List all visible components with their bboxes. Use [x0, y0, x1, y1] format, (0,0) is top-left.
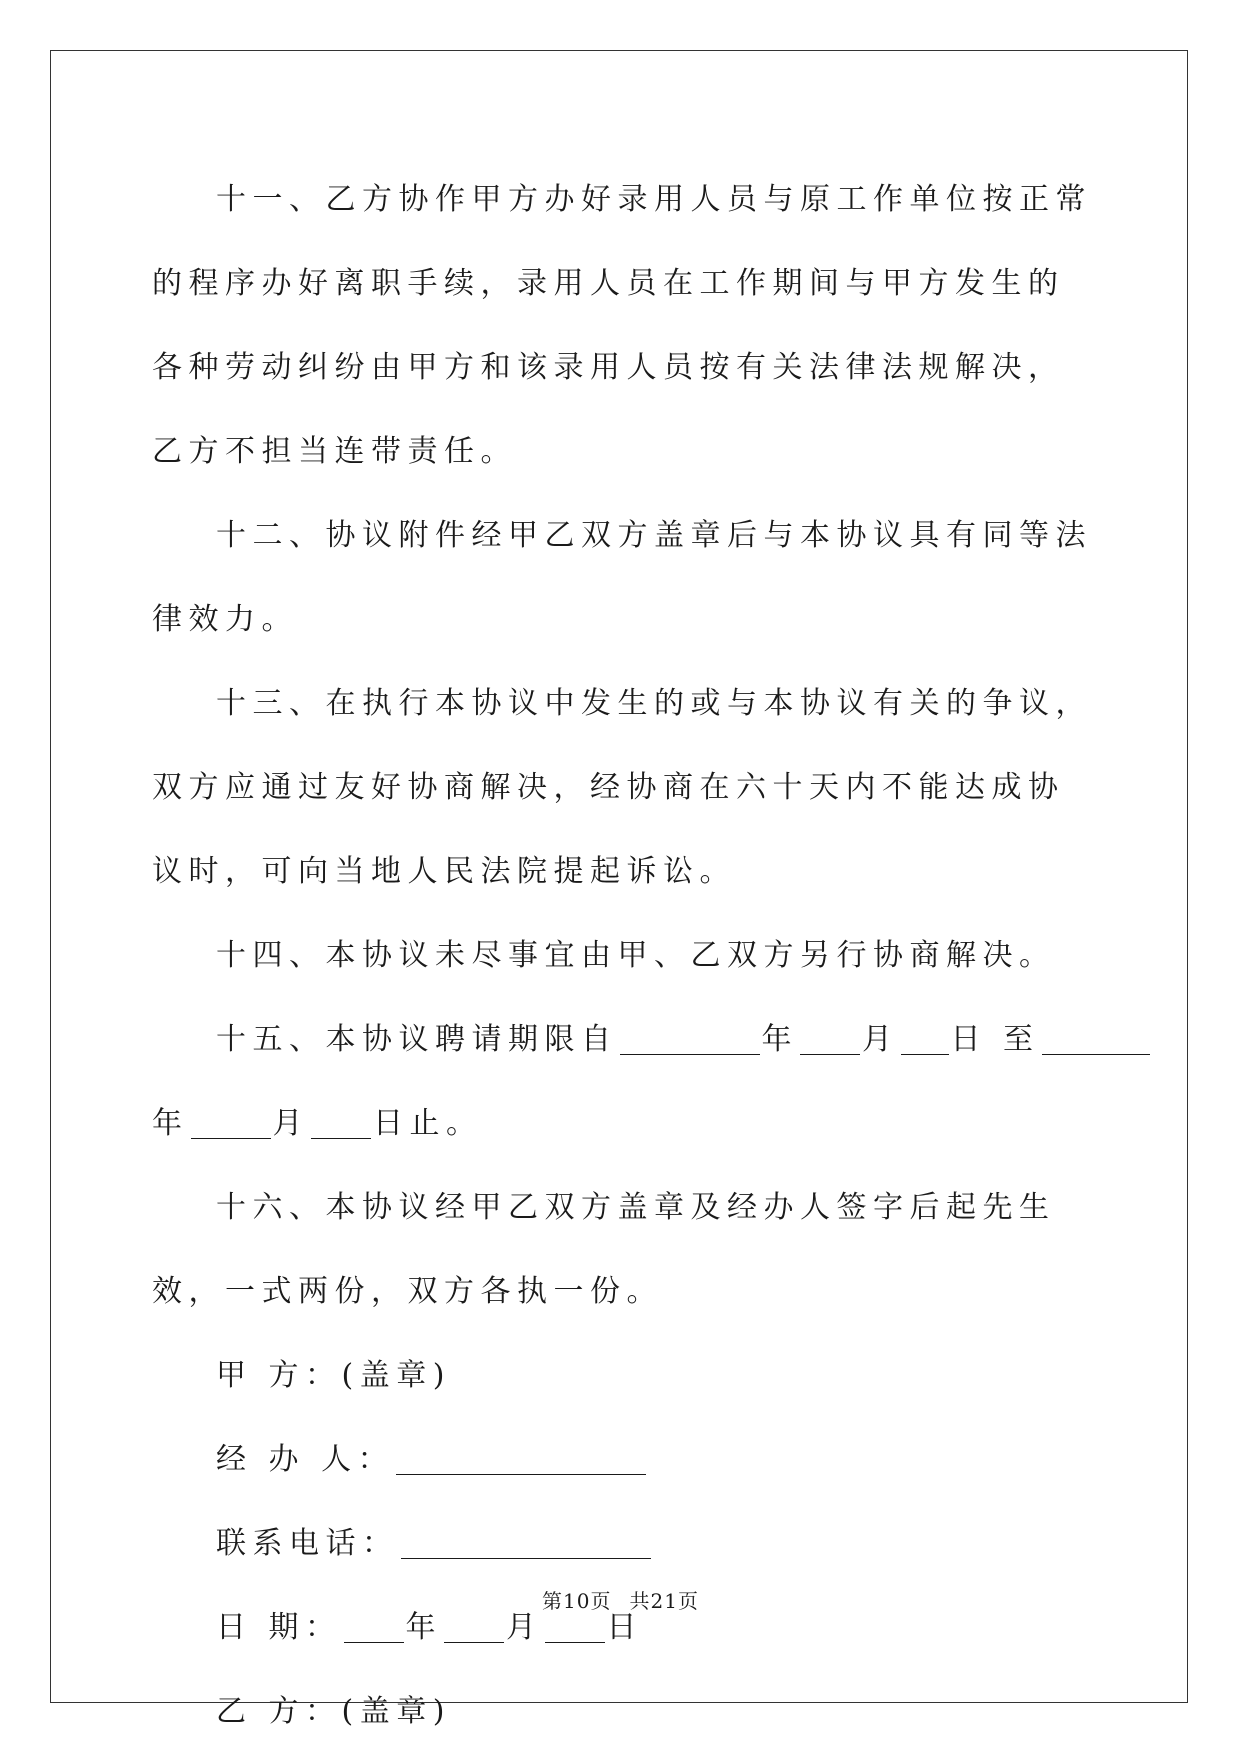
- date-year-blank[interactable]: [344, 1612, 404, 1643]
- end-year-label: 年: [152, 1106, 189, 1141]
- phone-blank[interactable]: [401, 1528, 651, 1559]
- clause-13: 十三、在执行本协议中发生的或与本协议有关的争议，双方应通过友好协商解决，经协商在六十天内不能达成协议时，可向当地人民法院提起诉讼。: [152, 686, 1092, 889]
- page-total: 共21页: [629, 1589, 699, 1613]
- clause-11: 十一、乙方协作甲方办好录用人员与原工作单位按正常的程序办好离职手续，录用人员在工作期间与甲方发生的各种劳动纠纷由甲方和该录用人员按有关法律法规解决，乙方不担当连带责任。: [152, 182, 1092, 469]
- phone-label: 联系电话：: [216, 1526, 399, 1561]
- end-day-label: 日止。: [373, 1106, 483, 1141]
- date-day-blank[interactable]: [545, 1612, 605, 1643]
- page-footer: [0, 1585, 1241, 1614]
- end-day-blank[interactable]: [311, 1108, 371, 1139]
- date-day-label: 日: [606, 1610, 644, 1645]
- date-label: 日 期：: [216, 1610, 342, 1645]
- start-year-label: 年: [761, 1022, 798, 1057]
- clause-15-line-2: [152, 1082, 1092, 1166]
- clause-15-prefix: 十五、本协议聘请期限自: [216, 1022, 618, 1057]
- start-day-blank[interactable]: [901, 1024, 949, 1055]
- handler-label: 经 办 人：: [216, 1442, 395, 1477]
- end-month-blank[interactable]: [191, 1108, 271, 1139]
- page-number: 第10页: [542, 1589, 612, 1613]
- clause-14: 十四、本协议未尽事宜由甲、乙双方另行协商解决。: [216, 938, 1056, 973]
- handler-line: [152, 1418, 1092, 1502]
- document-body: [152, 158, 1092, 1754]
- date-month-blank[interactable]: [444, 1612, 504, 1643]
- start-year-blank[interactable]: [620, 1024, 760, 1055]
- start-month-label: 月: [862, 1022, 899, 1057]
- party-a-seal: 甲 方：(盖章): [216, 1358, 451, 1393]
- date-year-label: 年: [405, 1610, 443, 1645]
- handler-blank[interactable]: [396, 1444, 646, 1475]
- start-month-blank[interactable]: [800, 1024, 860, 1055]
- end-year-blank-part1[interactable]: [1042, 1024, 1150, 1055]
- clause-12: 十二、协议附件经甲乙双方盖章后与本协议具有同等法律效力。: [152, 518, 1092, 637]
- party-b-seal: 乙 方：(盖章): [216, 1694, 451, 1729]
- date-month-label: 月: [506, 1610, 543, 1645]
- start-day-to-label: 日 至: [950, 1022, 1040, 1057]
- end-month-label: 月: [272, 1106, 309, 1141]
- clause-16: 十六、本协议经甲乙双方盖章及经办人签字后起先生效，一式两份，双方各执一份。: [152, 1190, 1056, 1309]
- clause-15-line-1: [152, 998, 1092, 1082]
- phone-line: [152, 1502, 1092, 1586]
